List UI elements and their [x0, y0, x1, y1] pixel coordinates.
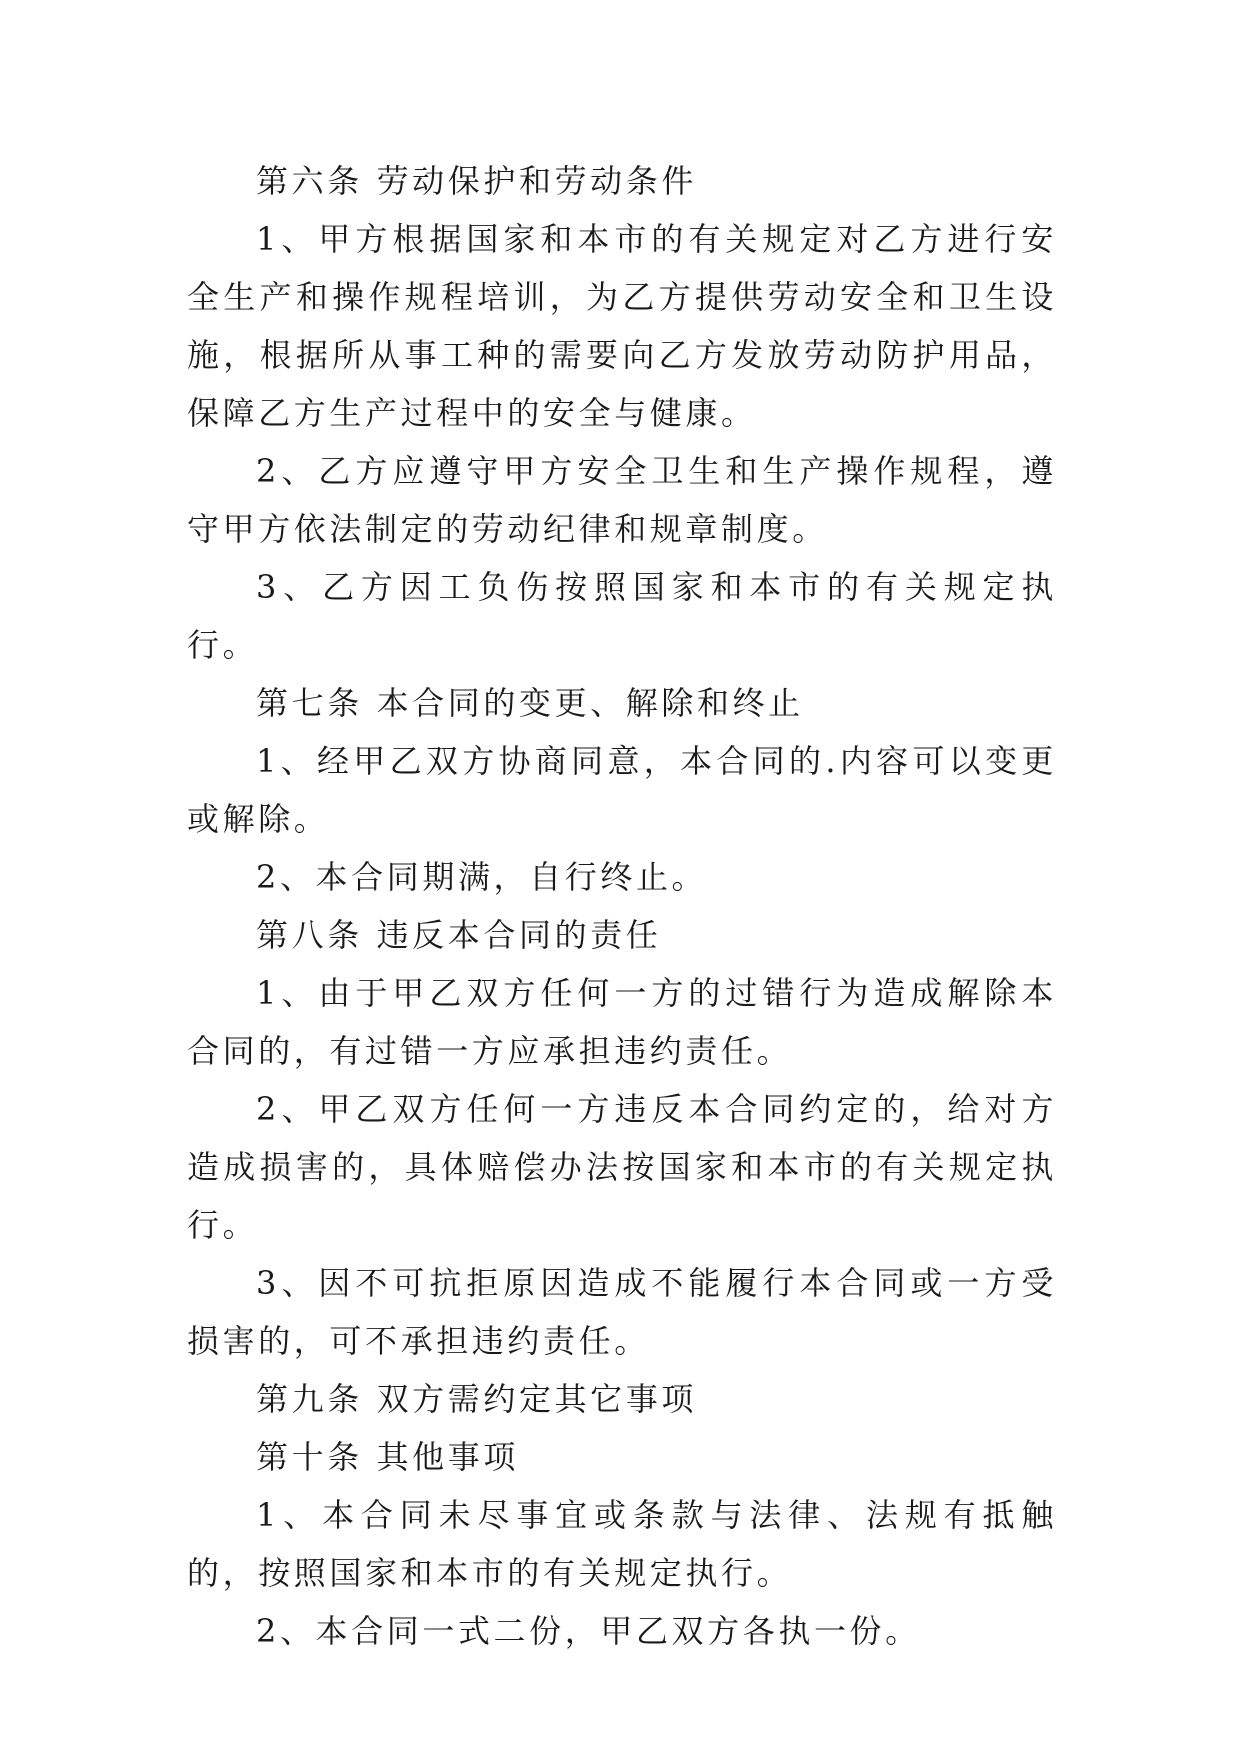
- article-7-clause-2: 2、本合同期满，自行终止。: [256, 858, 708, 896]
- article-8-clause-2: 2、甲乙双方任何一方违反本合同约定的，给对方造成损害的，具体赔偿办法按国家和本市的有关规定执行。: [187, 1090, 1057, 1244]
- article-8-clause-1: 1、由于甲乙双方任何一方的过错行为造成解除本合同的，有过错一方应承担违约责任。: [187, 974, 1057, 1070]
- article-6-clause-3: 3、乙方因工负伤按照国家和本市的有关规定执行。: [187, 568, 1057, 664]
- article-6-heading: 第六条 劳动保护和劳动条件: [256, 162, 697, 200]
- article-10-heading: 第十条 其他事项: [256, 1438, 519, 1476]
- contract-body: [187, 152, 1057, 1660]
- article-6-clause-1: 1、甲方根据国家和本市的有关规定对乙方进行安全生产和操作规程培训，为乙方提供劳动安全和卫生设施，根据所从事工种的需要向乙方发放劳动防护用品，保障乙方生产过程中的安全与健康。: [187, 220, 1057, 432]
- article-9-heading: 第九条 双方需约定其它事项: [256, 1380, 697, 1418]
- article-6-clause-2: 2、乙方应遵守甲方安全卫生和生产操作规程，遵守甲方依法制定的劳动纪律和规章制度。: [187, 452, 1057, 548]
- article-10-clause-2: 2、本合同一式二份，甲乙双方各执一份。: [256, 1612, 921, 1650]
- article-7-clause-1: 1、经甲乙双方协商同意，本合同的.内容可以变更或解除。: [187, 742, 1057, 838]
- article-10-clause-1: 1、本合同未尽事宜或条款与法律、法规有抵触的，按照国家和本市的有关规定执行。: [187, 1496, 1057, 1592]
- article-8-heading: 第八条 违反本合同的责任: [256, 916, 662, 954]
- article-8-clause-3: 3、因不可抗拒原因造成不能履行本合同或一方受损害的，可不承担违约责任。: [187, 1264, 1057, 1360]
- article-7-heading: 第七条 本合同的变更、解除和终止: [256, 684, 804, 722]
